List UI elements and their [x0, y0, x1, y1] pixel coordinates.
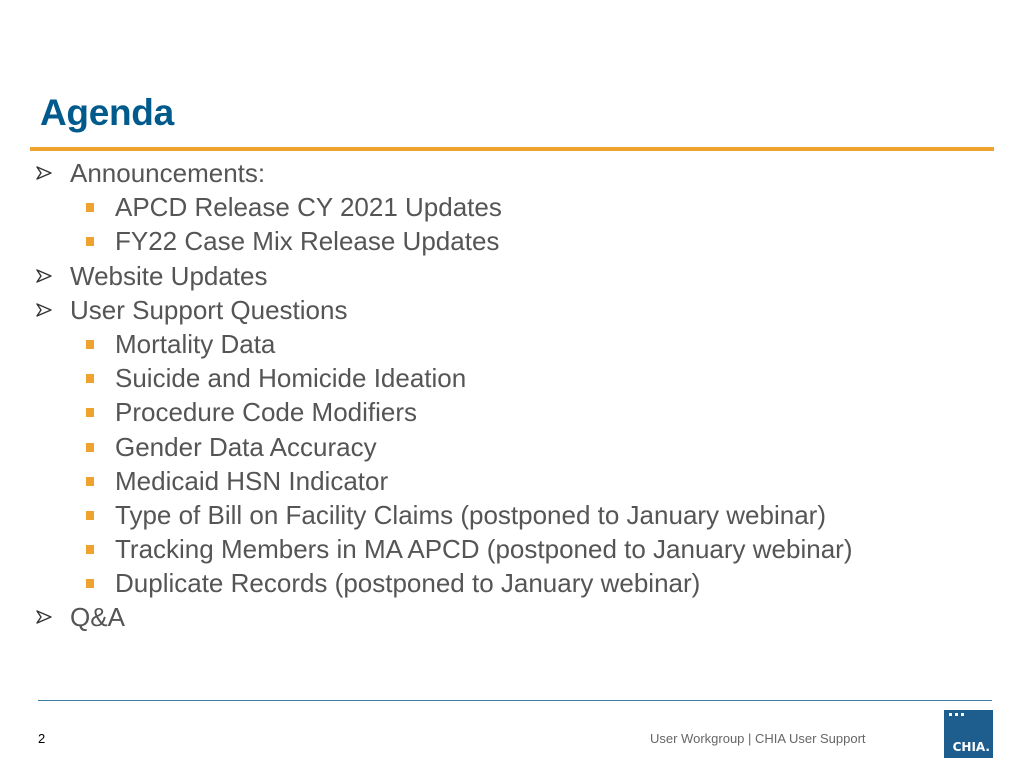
square-bullet-icon [86, 579, 94, 588]
agenda-item-label: Announcements: [70, 158, 266, 188]
square-bullet-icon [86, 408, 94, 417]
agenda-subitem [33, 430, 852, 464]
footer-text: User Workgroup | CHIA User Support [650, 731, 866, 746]
arrow-bullet-icon [33, 259, 57, 293]
square-bullet-icon [86, 374, 94, 383]
page-number: 2 [38, 731, 46, 746]
agenda-subitem-label: Procedure Code Modifiers [115, 397, 418, 428]
footer-divider [38, 700, 992, 701]
title-divider [30, 147, 994, 151]
agenda-subitem-label: Duplicate Records (postponed to January webinar) [115, 568, 701, 599]
agenda-list [33, 156, 852, 635]
agenda-subitem [33, 361, 852, 395]
agenda-subitem-label: Mortality Data [115, 328, 276, 359]
slide-title: Agenda [40, 92, 174, 133]
arrow-bullet-icon [33, 600, 57, 634]
square-bullet-icon [86, 237, 94, 246]
square-bullet-icon [86, 545, 94, 554]
agenda-item-label: Q&A [70, 602, 125, 633]
agenda-subitem-label: Tracking Members in MA APCD (postponed to January webinar) [115, 534, 853, 565]
agenda-item [33, 600, 852, 634]
agenda-subitem-label: Gender Data Accuracy [115, 431, 377, 462]
agenda-subitem-label: Medicaid HSN Indicator [115, 465, 389, 496]
logo-dots-icon [949, 713, 964, 716]
square-bullet-icon [86, 443, 94, 452]
agenda-subitem [33, 532, 852, 566]
agenda-subitem [33, 464, 852, 498]
agenda-subitem-label: FY22 Case Mix Release Updates [115, 226, 500, 257]
agenda-subitem [33, 498, 852, 532]
arrow-bullet-icon [33, 156, 57, 190]
agenda-item-label: Website Updates [70, 260, 268, 291]
square-bullet-icon [86, 203, 94, 212]
agenda-subitem-label: APCD Release CY 2021 Updates [115, 192, 502, 223]
agenda-subitem [33, 395, 852, 429]
square-bullet-icon [86, 511, 94, 520]
arrow-bullet-icon [33, 293, 57, 327]
agenda-subitem [33, 327, 852, 361]
agenda-item [33, 156, 852, 190]
agenda-subitem [33, 190, 852, 224]
agenda-subitem [33, 224, 852, 258]
chia-logo [944, 710, 993, 758]
logo-text: CHIA. [952, 740, 990, 754]
agenda-item [33, 259, 852, 293]
agenda-subitem-label: Suicide and Homicide Ideation [115, 363, 467, 394]
agenda-item-label: User Support Questions [70, 294, 348, 325]
agenda-item [33, 293, 852, 327]
square-bullet-icon [86, 340, 94, 349]
square-bullet-icon [86, 477, 94, 486]
agenda-subitem [33, 566, 852, 600]
agenda-subitem-label: Type of Bill on Facility Claims (postponed to January webinar) [115, 499, 826, 530]
